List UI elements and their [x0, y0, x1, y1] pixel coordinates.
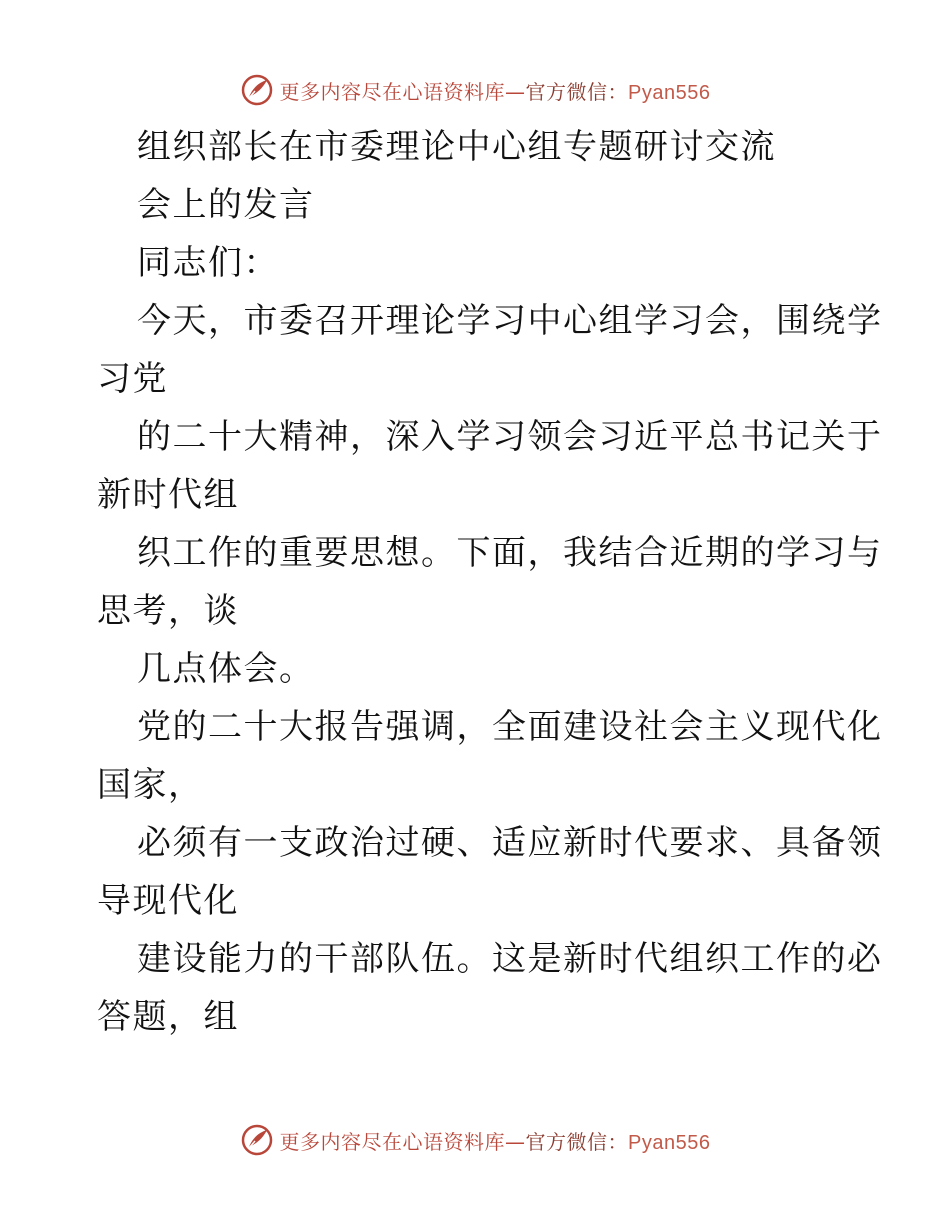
document-line: 今天，市委召开理论学习中心组学习会，围绕学 — [137, 301, 883, 341]
footer-banner-dash: — — [505, 1129, 526, 1154]
document-line: 几点体会。 — [137, 649, 315, 689]
header-wechat-label: 官方微信： — [525, 79, 629, 104]
document-line: 同志们： — [137, 243, 279, 283]
document-body — [97, 118, 883, 1046]
header-banner-dash: — — [505, 79, 526, 104]
document-line: 答题，组 — [97, 997, 239, 1037]
document-line: 党的二十大报告强调，全面建设社会主义现代化 — [137, 707, 883, 747]
feather-quill-icon — [240, 73, 274, 107]
document-line: 会上的发言 — [137, 185, 315, 225]
document-line: 组织部长在市委理论中心组专题研讨交流 — [137, 127, 776, 167]
document-line: 习党 — [97, 359, 168, 399]
document-line: 国家， — [97, 765, 204, 805]
document-line: 思考，谈 — [97, 591, 239, 631]
footer-banner — [0, 1120, 950, 1160]
footer-wechat-label: 官方微信： — [525, 1129, 629, 1154]
document-line: 建设能力的干部队伍。这是新时代组织工作的必 — [137, 939, 883, 979]
document-line: 织工作的重要思想。下面，我结合近期的学习与 — [137, 533, 883, 573]
header-banner-text — [280, 76, 711, 105]
header-wechat-account: Pyan556 — [628, 81, 711, 104]
footer-banner-slogan: 更多内容尽在心语资料库 — [279, 1129, 506, 1154]
document-line: 的二十大精神，深入学习领会习近平总书记关于 — [137, 417, 883, 457]
footer-wechat-account: Pyan556 — [628, 1131, 711, 1154]
footer-banner-text — [280, 1126, 711, 1155]
document-line: 必须有一支政治过硬、适应新时代要求、具备领 — [137, 823, 883, 863]
header-banner-slogan: 更多内容尽在心语资料库 — [279, 79, 506, 104]
header-banner — [0, 70, 950, 110]
feather-quill-icon — [240, 1123, 274, 1157]
document-line: 新时代组 — [97, 475, 239, 515]
document-line: 导现代化 — [97, 881, 239, 921]
